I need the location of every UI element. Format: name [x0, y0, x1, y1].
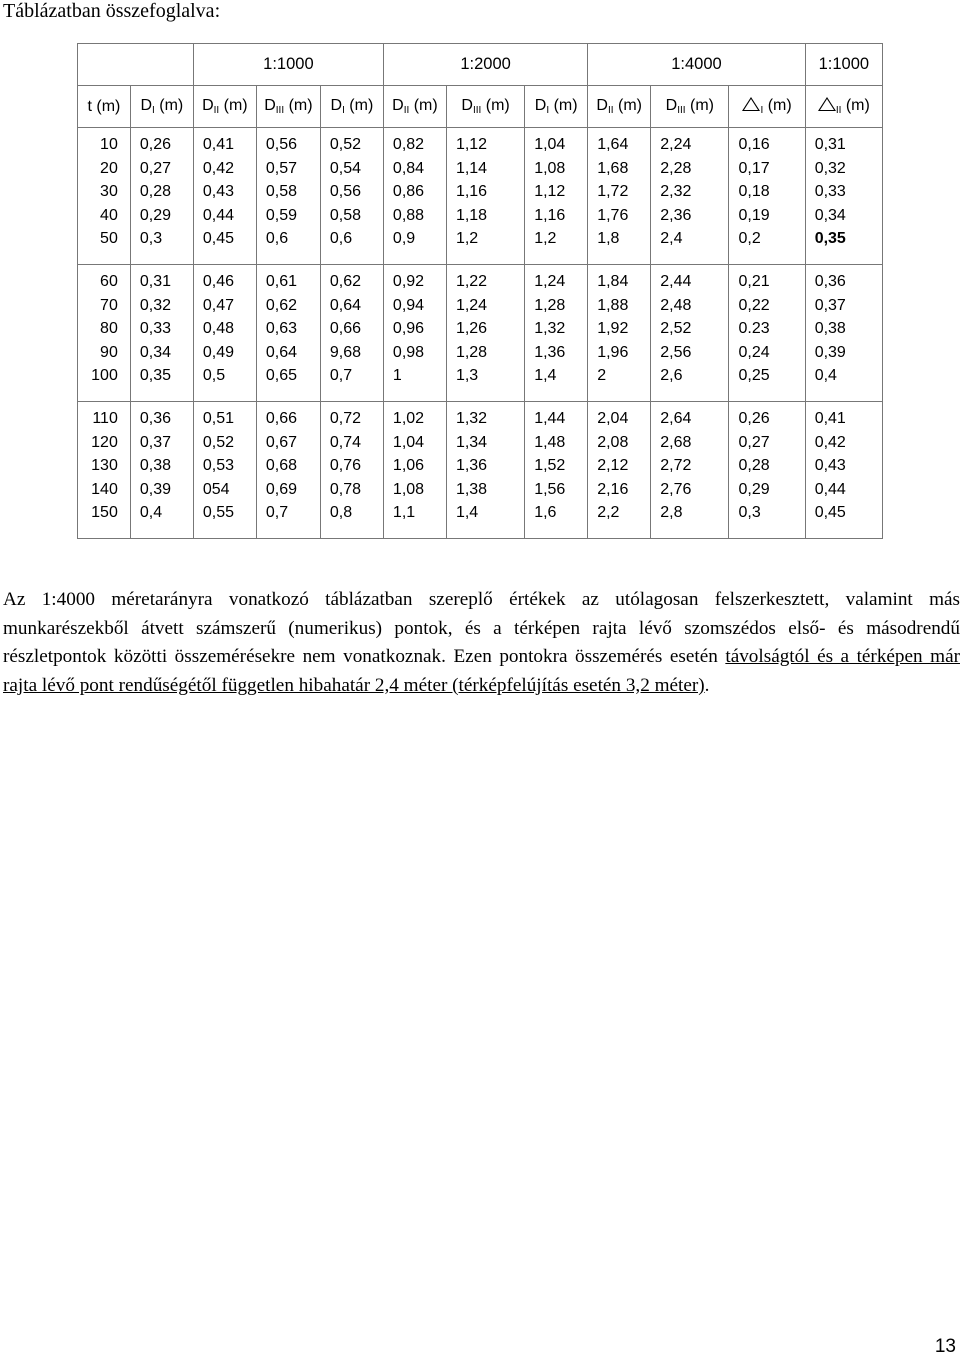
cell-value: 0,54 — [329, 159, 362, 177]
cell-value: 0,28 — [139, 183, 171, 201]
cell-value: 1,56 — [534, 480, 566, 498]
cell-value: 1,36 — [534, 343, 566, 361]
cell-value: 0,76 — [329, 457, 362, 475]
cell-value: 0,4 — [814, 367, 837, 385]
table-cell — [805, 265, 882, 402]
cell-value: 1,1 — [392, 504, 416, 522]
cell-value: 0,32 — [139, 296, 171, 314]
cell-value: 0,27 — [738, 433, 770, 451]
table-cell — [130, 402, 193, 539]
table-cell — [729, 265, 805, 402]
table-cell — [651, 265, 729, 402]
cell-value: 0,45 — [814, 504, 846, 522]
scale-header-cell: 1:1000 — [193, 44, 383, 86]
cell-value: 1,88 — [597, 296, 629, 314]
cell-value: 1,72 — [597, 183, 629, 201]
cell-value: 0,43 — [814, 457, 846, 475]
cell-value: 0,61 — [265, 273, 298, 290]
cell-value: 0,39 — [139, 480, 171, 498]
cell-value: 2,76 — [660, 480, 692, 498]
table-cell — [130, 265, 193, 402]
cell-value: 1,28 — [455, 343, 488, 361]
cell-value: 0,41 — [202, 136, 234, 153]
cell-value: 1,36 — [455, 457, 488, 475]
table-cell — [130, 128, 193, 265]
cell-value: 0,66 — [265, 410, 298, 427]
table-cell — [383, 128, 446, 265]
table-cell — [193, 128, 256, 265]
cell-value: 1,14 — [455, 159, 488, 177]
distance-value: 90 — [100, 343, 118, 361]
cell-value: 2 — [597, 367, 607, 385]
cell-value: 1,44 — [534, 410, 566, 427]
cell-value: 2,2 — [597, 504, 620, 522]
column-header-symbol: D — [596, 97, 608, 114]
cell-value: 0,48 — [202, 320, 234, 338]
cell-value: 1,92 — [597, 320, 629, 338]
column-header-symbol: D — [264, 97, 276, 114]
column-header-subscript: I — [760, 105, 764, 116]
cell-value: 0,8 — [329, 504, 353, 522]
cell-value: 0,27 — [139, 159, 171, 177]
cell-value: 0,68 — [265, 457, 298, 475]
cell-value: 0,92 — [392, 273, 425, 290]
column-header-unit: (m) — [841, 97, 870, 114]
column-header-symbol: D — [665, 97, 678, 114]
cell-value: 0,26 — [738, 410, 770, 427]
cell-value: 0,52 — [202, 433, 234, 451]
cell-value: 0,46 — [202, 273, 234, 290]
cell-value: 0,78 — [329, 480, 362, 498]
table-cell — [525, 265, 588, 402]
column-header-subscript: I — [342, 105, 345, 116]
cell-value: 0,34 — [814, 206, 846, 224]
cell-value: 1,32 — [534, 320, 566, 338]
cell-value: 0,67 — [265, 433, 298, 451]
column-header — [805, 86, 882, 128]
cell-value: 1,2 — [534, 230, 557, 248]
column-header-unit: (m) — [549, 97, 578, 114]
cell-value: 0,47 — [202, 296, 234, 314]
cell-value: 0,6 — [329, 230, 353, 248]
cell-value: 2,56 — [660, 343, 692, 361]
column-header-row — [78, 86, 883, 128]
column-header-subscript: II — [835, 105, 842, 116]
scale-header-cell: 1:2000 — [383, 44, 587, 86]
scale-header-cell: 1:1000 — [805, 44, 882, 86]
cell-value: 1,34 — [455, 433, 488, 451]
cell-value: 1,52 — [534, 457, 566, 475]
column-header-subscript: III — [275, 105, 285, 116]
cell-value: 2,04 — [597, 410, 629, 427]
cell-value: 0,31 — [814, 136, 846, 153]
cell-value: 0,57 — [265, 159, 298, 177]
cell-value: 0,18 — [738, 183, 770, 201]
cell-value: 0,56 — [329, 183, 362, 201]
table-cell — [651, 128, 729, 265]
cell-value: 1,16 — [534, 206, 566, 224]
scale-header-blank — [78, 44, 194, 86]
table-cell — [193, 402, 256, 539]
column-header-unit: (m) — [481, 97, 510, 114]
cell-value: 1,18 — [455, 206, 488, 224]
cell-value: 0,41 — [814, 410, 846, 427]
delta-icon — [818, 97, 836, 111]
cell-value: 0,44 — [202, 206, 234, 224]
cell-value: 0,86 — [392, 183, 425, 201]
cell-value: 2,12 — [597, 457, 629, 475]
cell-value: 0,52 — [329, 136, 362, 153]
column-header-unit: (m) — [685, 97, 715, 114]
cell-value: 1,6 — [534, 504, 557, 522]
column-header-subscript: I — [546, 105, 550, 116]
cell-value: 1,04 — [392, 433, 425, 451]
cell-value: 0,64 — [329, 296, 362, 314]
paragraph-underlined-text: távolságtól és a térképen már rajta lévő pont rendűségétől független hibahatár 2,4 méter (térképfelújítás esetén 3,2 méter) — [3, 646, 960, 696]
cell-value: 2,8 — [660, 504, 683, 522]
cell-value: 0,3 — [738, 504, 761, 522]
cell-value: 1,08 — [392, 480, 425, 498]
cell-value: 0,94 — [392, 296, 425, 314]
column-header — [525, 86, 588, 128]
cell-value: 1,3 — [455, 367, 479, 385]
cell-value: 0,98 — [392, 343, 425, 361]
column-header-subscript: I — [152, 105, 155, 116]
cell-value: 0,37 — [814, 296, 846, 314]
table-cell — [320, 402, 383, 539]
cell-value: 1 — [392, 367, 402, 385]
scale-header-cell: 1:4000 — [588, 44, 805, 86]
cell-value: 0,53 — [202, 457, 234, 475]
column-header-symbol: D — [202, 97, 214, 114]
cell-value: 0,29 — [139, 206, 171, 224]
table-cell — [588, 265, 651, 402]
cell-value: 0,58 — [265, 183, 298, 201]
cell-value: 0,33 — [139, 320, 171, 338]
table-cell — [805, 128, 882, 265]
cell-value: 0,62 — [329, 273, 362, 290]
cell-value: 1,12 — [534, 183, 566, 201]
cell-value: 0,6 — [265, 230, 289, 248]
cell-value: 0,24 — [738, 343, 770, 361]
column-header — [78, 86, 131, 128]
column-header-subscript: II — [607, 105, 614, 116]
cell-value: 0,25 — [738, 367, 770, 385]
table-cell — [320, 128, 383, 265]
page-number: 13 — [934, 1336, 956, 1357]
column-header-symbol: D — [534, 97, 547, 114]
cell-value: 0,28 — [738, 457, 770, 475]
table-cell — [588, 128, 651, 265]
cell-value: 0,84 — [392, 159, 425, 177]
cell-value: 0,36 — [814, 273, 846, 290]
column-header — [193, 86, 256, 128]
column-header — [446, 86, 524, 128]
paragraph-text: Az 1:4000 méretarányra vonatkozó táblázatban szereplő értékek az utólagosan felszerkesztett, valamint más munkarészekből átvett számszerű (numerikus) pontok, és a térképen rajta lévő szomszédos első- és másodrendű részletpontok közötti összemérésekre nem vonatkoznak. Ezen pontokra összemérés esetén — [3, 589, 960, 668]
cell-value: 1,38 — [455, 480, 488, 498]
cell-value: 0,2 — [738, 230, 761, 248]
cell-value: 2,68 — [660, 433, 692, 451]
cell-value: 0,7 — [329, 367, 353, 385]
distance-value: 110 — [92, 410, 118, 427]
table-block — [78, 265, 883, 402]
cell-value: 0,36 — [139, 410, 171, 427]
cell-value: 0,59 — [265, 206, 298, 224]
table-cell — [383, 402, 446, 539]
column-header — [130, 86, 193, 128]
cell-value: 0,66 — [329, 320, 362, 338]
cell-value: 0,26 — [139, 136, 171, 153]
cell-value: 0,65 — [265, 367, 298, 385]
column-header — [256, 86, 320, 128]
column-header-symbol: t (m) — [87, 97, 121, 115]
table-cell — [193, 265, 256, 402]
column-header-unit: (m) — [154, 97, 184, 114]
cell-value: 1,04 — [534, 136, 566, 153]
cell-value: 9,68 — [329, 343, 362, 361]
cell-value: 0,38 — [814, 320, 846, 338]
cell-value: 1,06 — [392, 457, 425, 475]
cell-value: 0,33 — [814, 183, 846, 201]
cell-value: 0,37 — [139, 433, 171, 451]
cell-value: 1,26 — [455, 320, 488, 338]
cell-value: 0,72 — [329, 410, 362, 427]
distance-value: 150 — [91, 504, 118, 522]
table-cell — [446, 128, 524, 265]
distance-value: 140 — [91, 480, 118, 498]
distance-value: 10 — [100, 136, 118, 153]
cell-value: 0,22 — [738, 296, 770, 314]
column-header-subscript: III — [677, 105, 686, 116]
distance-value: 40 — [100, 206, 118, 224]
cell-value: 2,28 — [660, 159, 692, 177]
cell-value: 1,24 — [455, 296, 488, 314]
cell-value: 2,48 — [660, 296, 692, 314]
cell-value: 0,58 — [329, 206, 362, 224]
table-cell — [525, 402, 588, 539]
cell-value: 2,64 — [660, 410, 692, 427]
cell-value: 0.23 — [738, 320, 770, 338]
table-cell — [256, 265, 320, 402]
cell-value: 0,3 — [139, 230, 163, 248]
delta-icon — [742, 97, 760, 111]
cell-value: 1,12 — [455, 136, 488, 153]
cell-value: 2,72 — [660, 457, 692, 475]
cell-value: 0,64 — [265, 343, 298, 361]
table-cell — [78, 128, 131, 265]
error-limit-table — [77, 43, 883, 539]
cell-value: 0,35 — [139, 367, 171, 385]
cell-value: 2,44 — [660, 273, 692, 290]
cell-value: 0,34 — [139, 343, 171, 361]
column-header-subscript: III — [472, 105, 482, 116]
column-header-symbol: D — [330, 97, 343, 114]
cell-value: 1,24 — [534, 273, 566, 290]
cell-value: 0,17 — [738, 159, 770, 177]
cell-value: 1,16 — [455, 183, 488, 201]
cell-value: 0,16 — [738, 136, 770, 153]
cell-value: 1,48 — [534, 433, 566, 451]
distance-value: 20 — [100, 159, 118, 177]
cell-value: 0,5 — [202, 367, 226, 385]
cell-value: 2,36 — [660, 206, 692, 224]
cell-value: 0,88 — [392, 206, 425, 224]
paragraph-end: . — [704, 674, 710, 696]
cell-value: 0,42 — [202, 159, 234, 177]
table-cell — [446, 265, 524, 402]
cell-value: 0,63 — [265, 320, 298, 338]
cell-value: 0,32 — [814, 159, 846, 177]
distance-value: 70 — [100, 296, 118, 314]
distance-value: 100 — [91, 367, 118, 385]
cell-value: 1,2 — [455, 230, 479, 248]
column-header-unit: (m) — [219, 97, 248, 114]
cell-value: 0,96 — [392, 320, 425, 338]
cell-value: 2,08 — [597, 433, 629, 451]
column-header-unit: (m) — [344, 97, 374, 114]
table-cell — [446, 402, 524, 539]
cell-value: 0,82 — [392, 136, 425, 153]
column-header-unit: (m) — [613, 97, 642, 114]
cell-value: 1,8 — [597, 230, 620, 248]
cell-value: 0,29 — [738, 480, 770, 498]
table-cell — [78, 402, 131, 539]
column-header-unit: (m) — [763, 97, 792, 114]
page-heading: Táblázatban összefoglalva: — [3, 0, 221, 22]
scale-header-row — [78, 44, 883, 86]
cell-value: 1,4 — [534, 367, 557, 385]
cell-value: 2,52 — [660, 320, 692, 338]
table-cell — [383, 265, 446, 402]
column-header — [651, 86, 729, 128]
cell-value: 0,4 — [139, 504, 163, 522]
cell-value: 2,6 — [660, 367, 683, 385]
table-cell — [256, 402, 320, 539]
cell-value: 0,31 — [139, 273, 171, 290]
cell-value: 0,7 — [265, 504, 289, 522]
table-cell — [78, 265, 131, 402]
column-header-subscript: II — [213, 105, 220, 116]
cell-value: 0,38 — [139, 457, 171, 475]
table-cell — [525, 128, 588, 265]
column-header — [729, 86, 805, 128]
cell-value: 0,44 — [814, 480, 846, 498]
cell-value: 1,68 — [597, 159, 629, 177]
cell-value: 0,51 — [202, 410, 234, 427]
table-block — [78, 402, 883, 539]
cell-value: 0,39 — [814, 343, 846, 361]
column-header-unit: (m) — [284, 97, 313, 114]
cell-value: 0,43 — [202, 183, 234, 201]
table-block — [78, 128, 883, 265]
distance-value: 130 — [91, 457, 118, 475]
cell-value: 0,9 — [392, 230, 416, 248]
column-header-subscript: II — [403, 105, 410, 116]
cell-value: 0,62 — [265, 296, 298, 314]
body-paragraph — [3, 586, 960, 700]
distance-value: 60 — [100, 273, 118, 290]
cell-value: 1,32 — [455, 410, 488, 427]
cell-value: 1,02 — [392, 410, 425, 427]
column-header-unit: (m) — [409, 97, 438, 114]
cell-value: 2,32 — [660, 183, 692, 201]
cell-value: 0,69 — [265, 480, 298, 498]
cell-value: 1,4 — [455, 504, 479, 522]
cell-value: 2,24 — [660, 136, 692, 153]
table-cell — [588, 402, 651, 539]
cell-value: 1,22 — [455, 273, 488, 290]
cell-value: 1,84 — [597, 273, 629, 290]
cell-value: 2,16 — [597, 480, 629, 498]
distance-value: 30 — [100, 183, 118, 201]
cell-value: 1,08 — [534, 159, 566, 177]
cell-value: 1,76 — [597, 206, 629, 224]
cell-value: 0,21 — [738, 273, 770, 290]
column-header-symbol: D — [461, 97, 473, 114]
table-cell — [805, 402, 882, 539]
column-header — [588, 86, 651, 128]
cell-value: 0,42 — [814, 433, 846, 451]
column-header — [383, 86, 446, 128]
column-header-symbol: D — [392, 97, 404, 114]
table-cell — [320, 265, 383, 402]
cell-value: 0,19 — [738, 206, 770, 224]
distance-value: 120 — [91, 433, 118, 451]
column-header — [320, 86, 383, 128]
cell-value: 0,74 — [329, 433, 362, 451]
table-cell — [651, 402, 729, 539]
cell-value: 1,64 — [597, 136, 629, 153]
cell-value: 0,49 — [202, 343, 234, 361]
cell-value: 0,55 — [202, 504, 234, 522]
cell-value: 0,56 — [265, 136, 298, 153]
cell-value: 054 — [202, 480, 230, 498]
table-cell — [729, 128, 805, 265]
column-header-symbol: D — [140, 97, 153, 114]
cell-value: 0,35 — [814, 230, 846, 248]
cell-value: 0,45 — [202, 230, 234, 248]
cell-value: 1,96 — [597, 343, 629, 361]
distance-value: 50 — [100, 230, 118, 248]
table-cell — [729, 402, 805, 539]
cell-value: 1,28 — [534, 296, 566, 314]
table-cell — [256, 128, 320, 265]
cell-value: 2,4 — [660, 230, 683, 248]
distance-value: 80 — [100, 320, 118, 338]
